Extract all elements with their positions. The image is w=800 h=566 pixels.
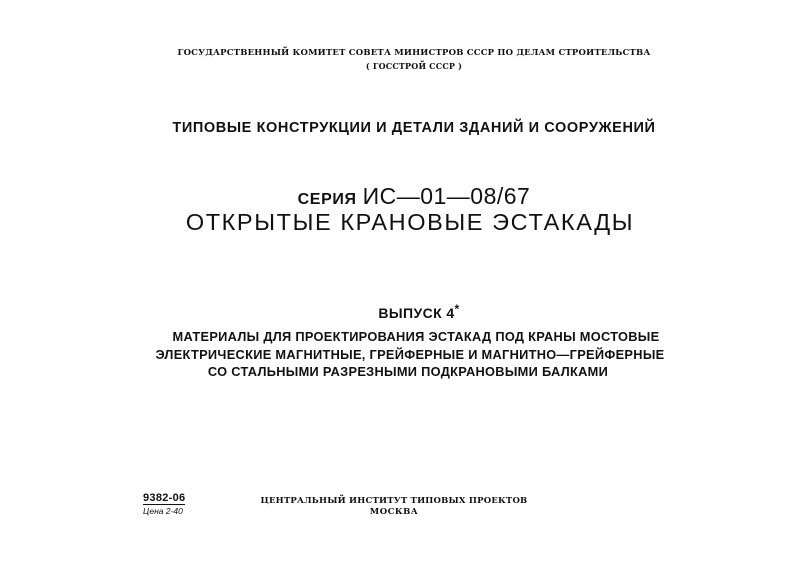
publisher-city: МОСКВА	[369, 507, 419, 517]
series-prefix: СЕРИЯ	[297, 191, 357, 208]
document-code: 9382-06	[143, 492, 186, 504]
price-label: Цена 2-40	[143, 506, 183, 516]
issue-line	[19, 302, 800, 321]
main-title: ОТКРЫТЫЕ КРАНОВЫЕ ЭСТАКАДЫ	[185, 209, 635, 235]
description-line: МАТЕРИАЛЫ ДЛЯ ПРОЕКТИРОВАНИЯ ЭСТАКАД ПОД КРАНЫ МОСТОВЫЕ	[172, 329, 660, 344]
typical-constructions-heading: ТИПОВЫЕ КОНСТРУКЦИИ И ДЕТАЛИ ЗДАНИЙ И СООРУЖЕНИЙ	[172, 120, 656, 136]
series-code: ИС—01—08/67	[362, 183, 531, 209]
series-line	[14, 183, 800, 210]
gosstroy-heading: ( ГОССТРОЙ СССР )	[365, 61, 463, 71]
issue-mark: *	[454, 302, 460, 316]
description-line: СО СТАЛЬНЫМИ РАЗРЕЗНЫМИ ПОДКРАНОВЫМИ БАЛКАМИ	[207, 364, 609, 379]
issue-label: ВЫПУСК 4	[378, 305, 455, 321]
committee-heading: ГОСУДАРСТВЕННЫЙ КОМИТЕТ СОВЕТА МИНИСТРОВ СССР ПО ДЕЛАМ СТРОИТЕЛЬСТВА	[177, 48, 651, 58]
publisher-institute: ЦЕНТРАЛЬНЫЙ ИНСТИТУТ ТИПОВЫХ ПРОЕКТОВ	[260, 496, 528, 506]
description-line: ЭЛЕКТРИЧЕСКИЕ МАГНИТНЫЕ, ГРЕЙФЕРНЫЕ И МАГНИТНО—ГРЕЙФЕРНЫЕ	[155, 347, 665, 362]
